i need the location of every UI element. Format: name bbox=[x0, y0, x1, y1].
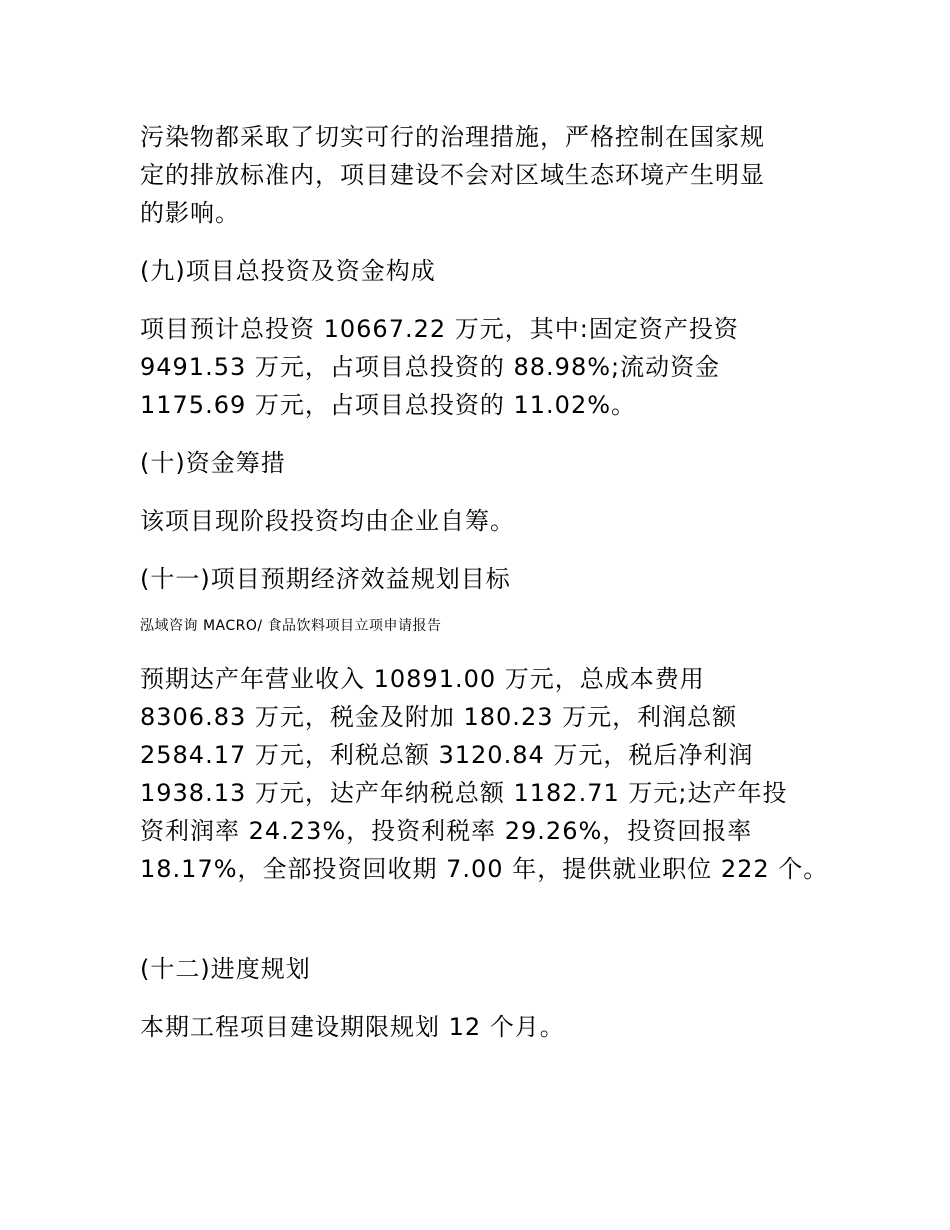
heading-text: (九)项目总投资及资金构成 bbox=[140, 257, 436, 285]
paragraph-funding bbox=[140, 502, 830, 540]
heading-text: (十二)进度规划 bbox=[140, 955, 311, 983]
paragraph-line: 2584.17 万元，利税总额 3120.84 万元，税后净利润 bbox=[140, 741, 754, 769]
paragraph-line: 的影响。 bbox=[140, 199, 240, 227]
heading-section-9 bbox=[140, 252, 830, 290]
paragraph-line: 9491.53 万元，占项目总投资的 88.98%;流动资金 bbox=[140, 353, 721, 381]
paragraph-line: 项目预计总投资 10667.22 万元，其中:固定资产投资 bbox=[140, 315, 739, 343]
heading-text: (十)资金筹措 bbox=[140, 449, 286, 477]
paragraph-line: 1938.13 万元，达产年纳税总额 1182.71 万元;达产年投 bbox=[140, 779, 788, 807]
paragraph-line: 污染物都采取了切实可行的治理措施，严格控制在国家规 bbox=[140, 123, 765, 151]
heading-section-10 bbox=[140, 444, 830, 482]
paragraph-schedule bbox=[140, 1008, 830, 1046]
paragraph-line: 预期达产年营业收入 10891.00 万元，总成本费用 bbox=[140, 665, 705, 693]
paragraph-line: 本期工程项目建设期限规划 12 个月。 bbox=[140, 1013, 565, 1041]
paragraph-line: 资利润率 24.23%，投资利税率 29.26%，投资回报率 bbox=[140, 817, 753, 845]
paragraph-line: 18.17%，全部投资回收期 7.00 年，提供就业职位 222 个。 bbox=[140, 855, 829, 883]
running-header: 泓域咨询 MACRO/ 食品饮料项目立项申请报告 bbox=[140, 618, 442, 634]
paragraph-line: 1175.69 万元，占项目总投资的 11.02%。 bbox=[140, 391, 637, 419]
paragraph-line: 定的排放标准内，项目建设不会对区域生态环境产生明显 bbox=[140, 161, 765, 189]
paragraph-economics bbox=[140, 660, 830, 888]
heading-section-12 bbox=[140, 950, 830, 988]
paragraph-line: 该项目现阶段投资均由企业自筹。 bbox=[140, 507, 515, 535]
paragraph-pollution bbox=[140, 118, 830, 232]
paragraph-investment bbox=[140, 310, 830, 424]
heading-section-11 bbox=[140, 560, 830, 598]
paragraph-line: 8306.83 万元，税金及附加 180.23 万元，利润总额 bbox=[140, 703, 738, 731]
heading-text: (十一)项目预期经济效益规划目标 bbox=[140, 565, 511, 593]
